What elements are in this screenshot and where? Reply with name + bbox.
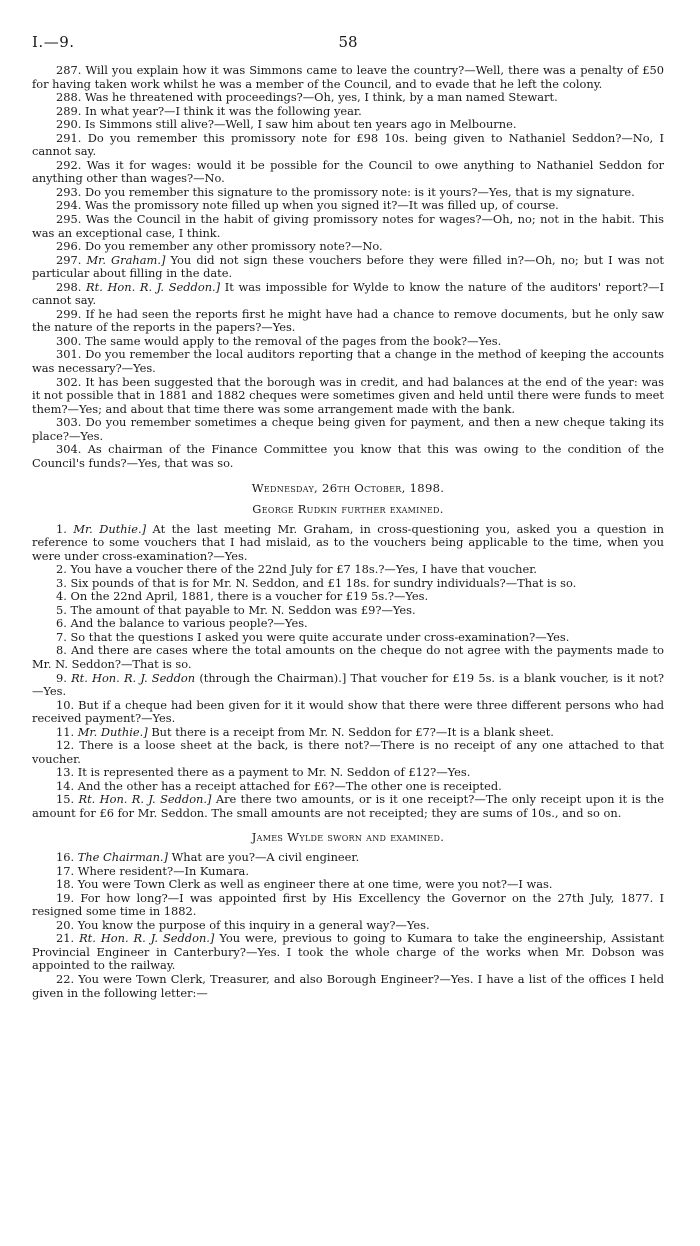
question-paragraph <box>32 865 664 879</box>
question-number: 1. <box>56 521 67 536</box>
question-paragraph <box>32 604 664 618</box>
speaker-name: Mr. Graham.] <box>86 252 166 267</box>
question-number: 12. <box>56 738 75 753</box>
question-paragraph <box>32 699 664 726</box>
question-number: 293. <box>56 184 82 199</box>
question-text: On the 22nd April, 1881, there is a voucher for £19 5s.?—Yes. <box>70 589 429 604</box>
testimony-block-2 <box>32 523 664 821</box>
speaker-name: Mr. Duthie.] <box>77 724 148 739</box>
question-paragraph <box>32 932 664 973</box>
question-number: 21. <box>56 931 75 946</box>
question-text: And the balance to various people?—Yes. <box>70 616 308 631</box>
question-number: 304. <box>56 442 82 457</box>
question-number: 15. <box>56 792 75 807</box>
question-text: Do you remember any other promissory note?—No. <box>85 239 383 254</box>
date-heading: Wednesday, 26th October, 1898. <box>251 481 445 496</box>
question-number: 287. <box>56 63 82 77</box>
question-number: 8. <box>56 643 67 658</box>
question-paragraph <box>32 919 664 933</box>
question-number: 297. <box>56 252 82 267</box>
question-number: 20. <box>56 917 75 932</box>
question-number: 301. <box>56 347 82 362</box>
question-paragraph <box>32 563 664 577</box>
question-paragraph <box>32 213 664 240</box>
question-text: That voucher for £19 5s. is a blank voucher, is it not?—Yes. <box>32 670 665 699</box>
question-number: 292. <box>56 157 82 172</box>
question-text: Will you explain how it was Simmons came to leave the country?—Well, there was a penalty of £50 for having taken work whilst he was a member of the Council, and to evade that he left the colony. <box>32 63 665 91</box>
question-paragraph <box>32 132 664 159</box>
question-paragraph <box>32 348 664 375</box>
question-number: 289. <box>56 103 82 118</box>
question-paragraph <box>32 617 664 631</box>
testimony-block-3 <box>32 851 664 1000</box>
question-text: If he had seen the reports first he might have had a chance to remove documents, but he only saw the nature of the reports in the papers?—Yes. <box>32 306 664 335</box>
speaker-name: Rt. Hon. R. J. Seddon.] <box>86 279 221 294</box>
speaker-name: The Chairman.] <box>77 850 168 865</box>
question-text: Do you remember this signature to the promissory note: is it yours?—Yes, that is my signature. <box>85 184 635 199</box>
speaker-name: Rt. Hon. R. J. Seddon <box>71 670 196 685</box>
question-number: 295. <box>56 212 82 227</box>
question-paragraph <box>32 416 664 443</box>
question-paragraph <box>32 672 664 699</box>
question-text: You were, previous to going to Kumara to take the engineership, Assistant Provincial Engineer in Canterbury?—Yes. I took the whole charge of the works when Mr. Dobson was appointed to the railway. <box>32 931 664 973</box>
testimony-block-1 <box>32 64 664 470</box>
question-number: 2. <box>56 562 67 577</box>
question-number: 14. <box>56 778 75 793</box>
speaker-name: Mr. Duthie.] <box>73 521 147 536</box>
question-paragraph <box>32 793 664 820</box>
question-text: You did not sign these vouchers before they were filled in?—Oh, no; but I was not particular about filling in the date. <box>32 252 665 281</box>
question-text: Was the Council in the habit of giving promissory notes for wages?—Oh, no; not in the habit. This was an exceptional case, I think. <box>32 212 664 240</box>
question-number: 13. <box>56 765 75 780</box>
question-paragraph <box>32 878 664 892</box>
witness-heading-rudkin: George Rudkin further examined. <box>252 501 444 516</box>
question-number: 11. <box>56 724 75 739</box>
question-paragraph <box>32 892 664 919</box>
question-text: The amount of that payable to Mr. N. Seddon was £9?—Yes. <box>70 602 416 617</box>
question-number: 17. <box>56 863 75 878</box>
page-number: 58 <box>338 33 358 51</box>
question-text: It is represented there as a payment to Mr. N. Seddon of £12?—Yes. <box>77 765 471 780</box>
question-number: 7. <box>56 629 67 644</box>
question-text: Was the promissory note filled up when you signed it?—It was filled up, of course. <box>85 198 559 213</box>
question-text: Is Simmons still alive?—Well, I saw him about ten years ago in Melbourne. <box>85 117 517 132</box>
question-paragraph <box>32 64 664 91</box>
question-number: 16. <box>56 850 75 865</box>
question-text: But there is a receipt from Mr. N. Seddon for £7?—It is a blank sheet. <box>151 724 554 739</box>
question-number: 294. <box>56 198 82 213</box>
question-text: There is a loose sheet at the back, is there not?—There is no receipt of any one attached to that voucher. <box>32 738 665 766</box>
question-number: 298. <box>56 279 82 294</box>
question-text: It was impossible for Wylde to know the nature of the auditors' report?—I cannot say. <box>32 279 665 308</box>
question-number: 18. <box>56 877 75 892</box>
question-text: It has been suggested that the borough was in credit, and had balances at the end of the year: was it not possible that in 1881 and 1882 cheques were sometimes given and held until there were funds to meet them?—Yes; and about that time there was some arrangement made with the bank. <box>32 374 664 416</box>
question-paragraph <box>32 335 664 349</box>
question-paragraph <box>32 631 664 645</box>
question-text: You have a voucher there of the 22nd July for £7 18s.?—Yes, I have that voucher. <box>70 562 538 577</box>
question-text: Do you remember sometimes a cheque being given for payment, and then a new cheque taking its place?—Yes. <box>32 415 664 443</box>
question-number: 3. <box>56 575 67 590</box>
question-paragraph <box>32 739 664 766</box>
speaker-note: (through the Chairman).] <box>199 670 347 685</box>
question-number: 6. <box>56 616 67 631</box>
speaker-name: Rt. Hon. R. J. Seddon.] <box>78 792 212 807</box>
question-text: And the other has a receipt attached for £6?—The other one is receipted. <box>77 778 502 793</box>
question-paragraph <box>32 186 664 200</box>
question-number: 303. <box>56 415 82 430</box>
question-text: You were Town Clerk, Treasurer, and also Borough Engineer?—Yes. I have a list of the offices I held given in the following letter:— <box>32 972 664 1000</box>
page-header <box>32 34 664 64</box>
question-paragraph <box>32 523 664 564</box>
witness-heading-wylde: James Wylde sworn and examined. <box>251 829 445 844</box>
question-paragraph <box>32 281 664 308</box>
question-number: 19. <box>56 890 75 905</box>
question-text: Do you remember the local auditors reporting that a change in the method of keeping the accounts was necessary?—Yes. <box>32 347 664 376</box>
question-text: In what year?—I think it was the following year. <box>85 103 362 118</box>
question-text: Was it for wages: would it be possible for the Council to owe anything to Nathaniel Seddon for anything other than wages?—No. <box>32 157 664 186</box>
question-text: But if a cheque had been given for it it would show that there were three different persons who had received payment?—Yes. <box>32 697 664 726</box>
question-paragraph <box>32 159 664 186</box>
question-paragraph <box>32 644 664 671</box>
question-text: Six pounds of that is for Mr. N. Seddon, and £1 18s. for sundry individuals?—That is so. <box>70 575 577 590</box>
question-text: What are you?—A civil engineer. <box>171 850 360 865</box>
speaker-name: Rt. Hon. R. J. Seddon.] <box>79 931 215 946</box>
question-number: 290. <box>56 117 82 132</box>
question-paragraph <box>32 118 664 132</box>
question-text: As chairman of the Finance Committee you know that this was owing to the condition of the Council's funds?—Yes, that was so. <box>32 442 664 470</box>
question-text: And there are cases where the total amounts on the cheque do not agree with the payments made to Mr. N. Seddon?—That is so. <box>32 643 664 671</box>
question-paragraph <box>32 91 664 105</box>
question-text: You know the purpose of this inquiry in a general way?—Yes. <box>77 917 430 932</box>
question-paragraph <box>32 254 664 281</box>
question-number: 22. <box>56 972 75 986</box>
question-number: 302. <box>56 374 82 389</box>
question-text: For how long?—I was appointed first by His Excellency the Governor on the 27th July, 1877. I resigned some time in 1882. <box>32 890 664 919</box>
question-text: You were Town Clerk as well as engineer there at one time, were you not?—I was. <box>77 877 553 892</box>
question-paragraph <box>32 105 664 119</box>
paper-reference: I.—9. <box>32 33 75 51</box>
question-paragraph <box>32 780 664 794</box>
question-number: 299. <box>56 306 82 321</box>
question-paragraph <box>32 590 664 604</box>
question-paragraph <box>32 308 664 335</box>
question-number: 10. <box>56 697 75 712</box>
question-number: 300. <box>56 333 82 348</box>
question-text: Are there two amounts, or is it one receipt?—The only receipt upon it is the amount for £6 for Mr. Seddon. The small amounts are not receipted; they are sums of 10s., and so on. <box>32 792 665 820</box>
question-paragraph <box>32 766 664 780</box>
question-text: The same would apply to the removal of the pages from the book?—Yes. <box>85 333 502 348</box>
question-text: Do you remember this promissory note for £98 10s. being given to Nathaniel Seddon?—No, I cannot say. <box>32 130 664 159</box>
question-paragraph <box>32 443 664 470</box>
question-number: 288. <box>56 90 82 105</box>
question-number: 5. <box>56 602 67 617</box>
question-text: So that the questions I asked you were quite accurate under cross-examination?—Yes. <box>70 629 570 644</box>
question-paragraph <box>32 851 664 865</box>
question-number: 9. <box>56 670 67 685</box>
question-paragraph <box>32 240 664 254</box>
question-number: 291. <box>56 130 82 145</box>
question-paragraph <box>32 726 664 740</box>
question-paragraph <box>32 376 664 417</box>
question-paragraph <box>32 973 664 1000</box>
question-number: 296. <box>56 239 82 254</box>
question-paragraph <box>32 577 664 591</box>
question-text: Was he threatened with proceedings?—Oh, yes, I think, by a man named Stewart. <box>85 90 558 105</box>
question-text: Where resident?—In Kumara. <box>77 863 249 878</box>
question-number: 4. <box>56 589 67 604</box>
question-text: At the last meeting Mr. Graham, in cross-questioning you, asked you a question in reference to some vouchers that I had mislaid, as to the vouchers being applicable to the time, when you were under cross-examination?—Yes. <box>32 521 664 563</box>
question-paragraph <box>32 199 664 213</box>
